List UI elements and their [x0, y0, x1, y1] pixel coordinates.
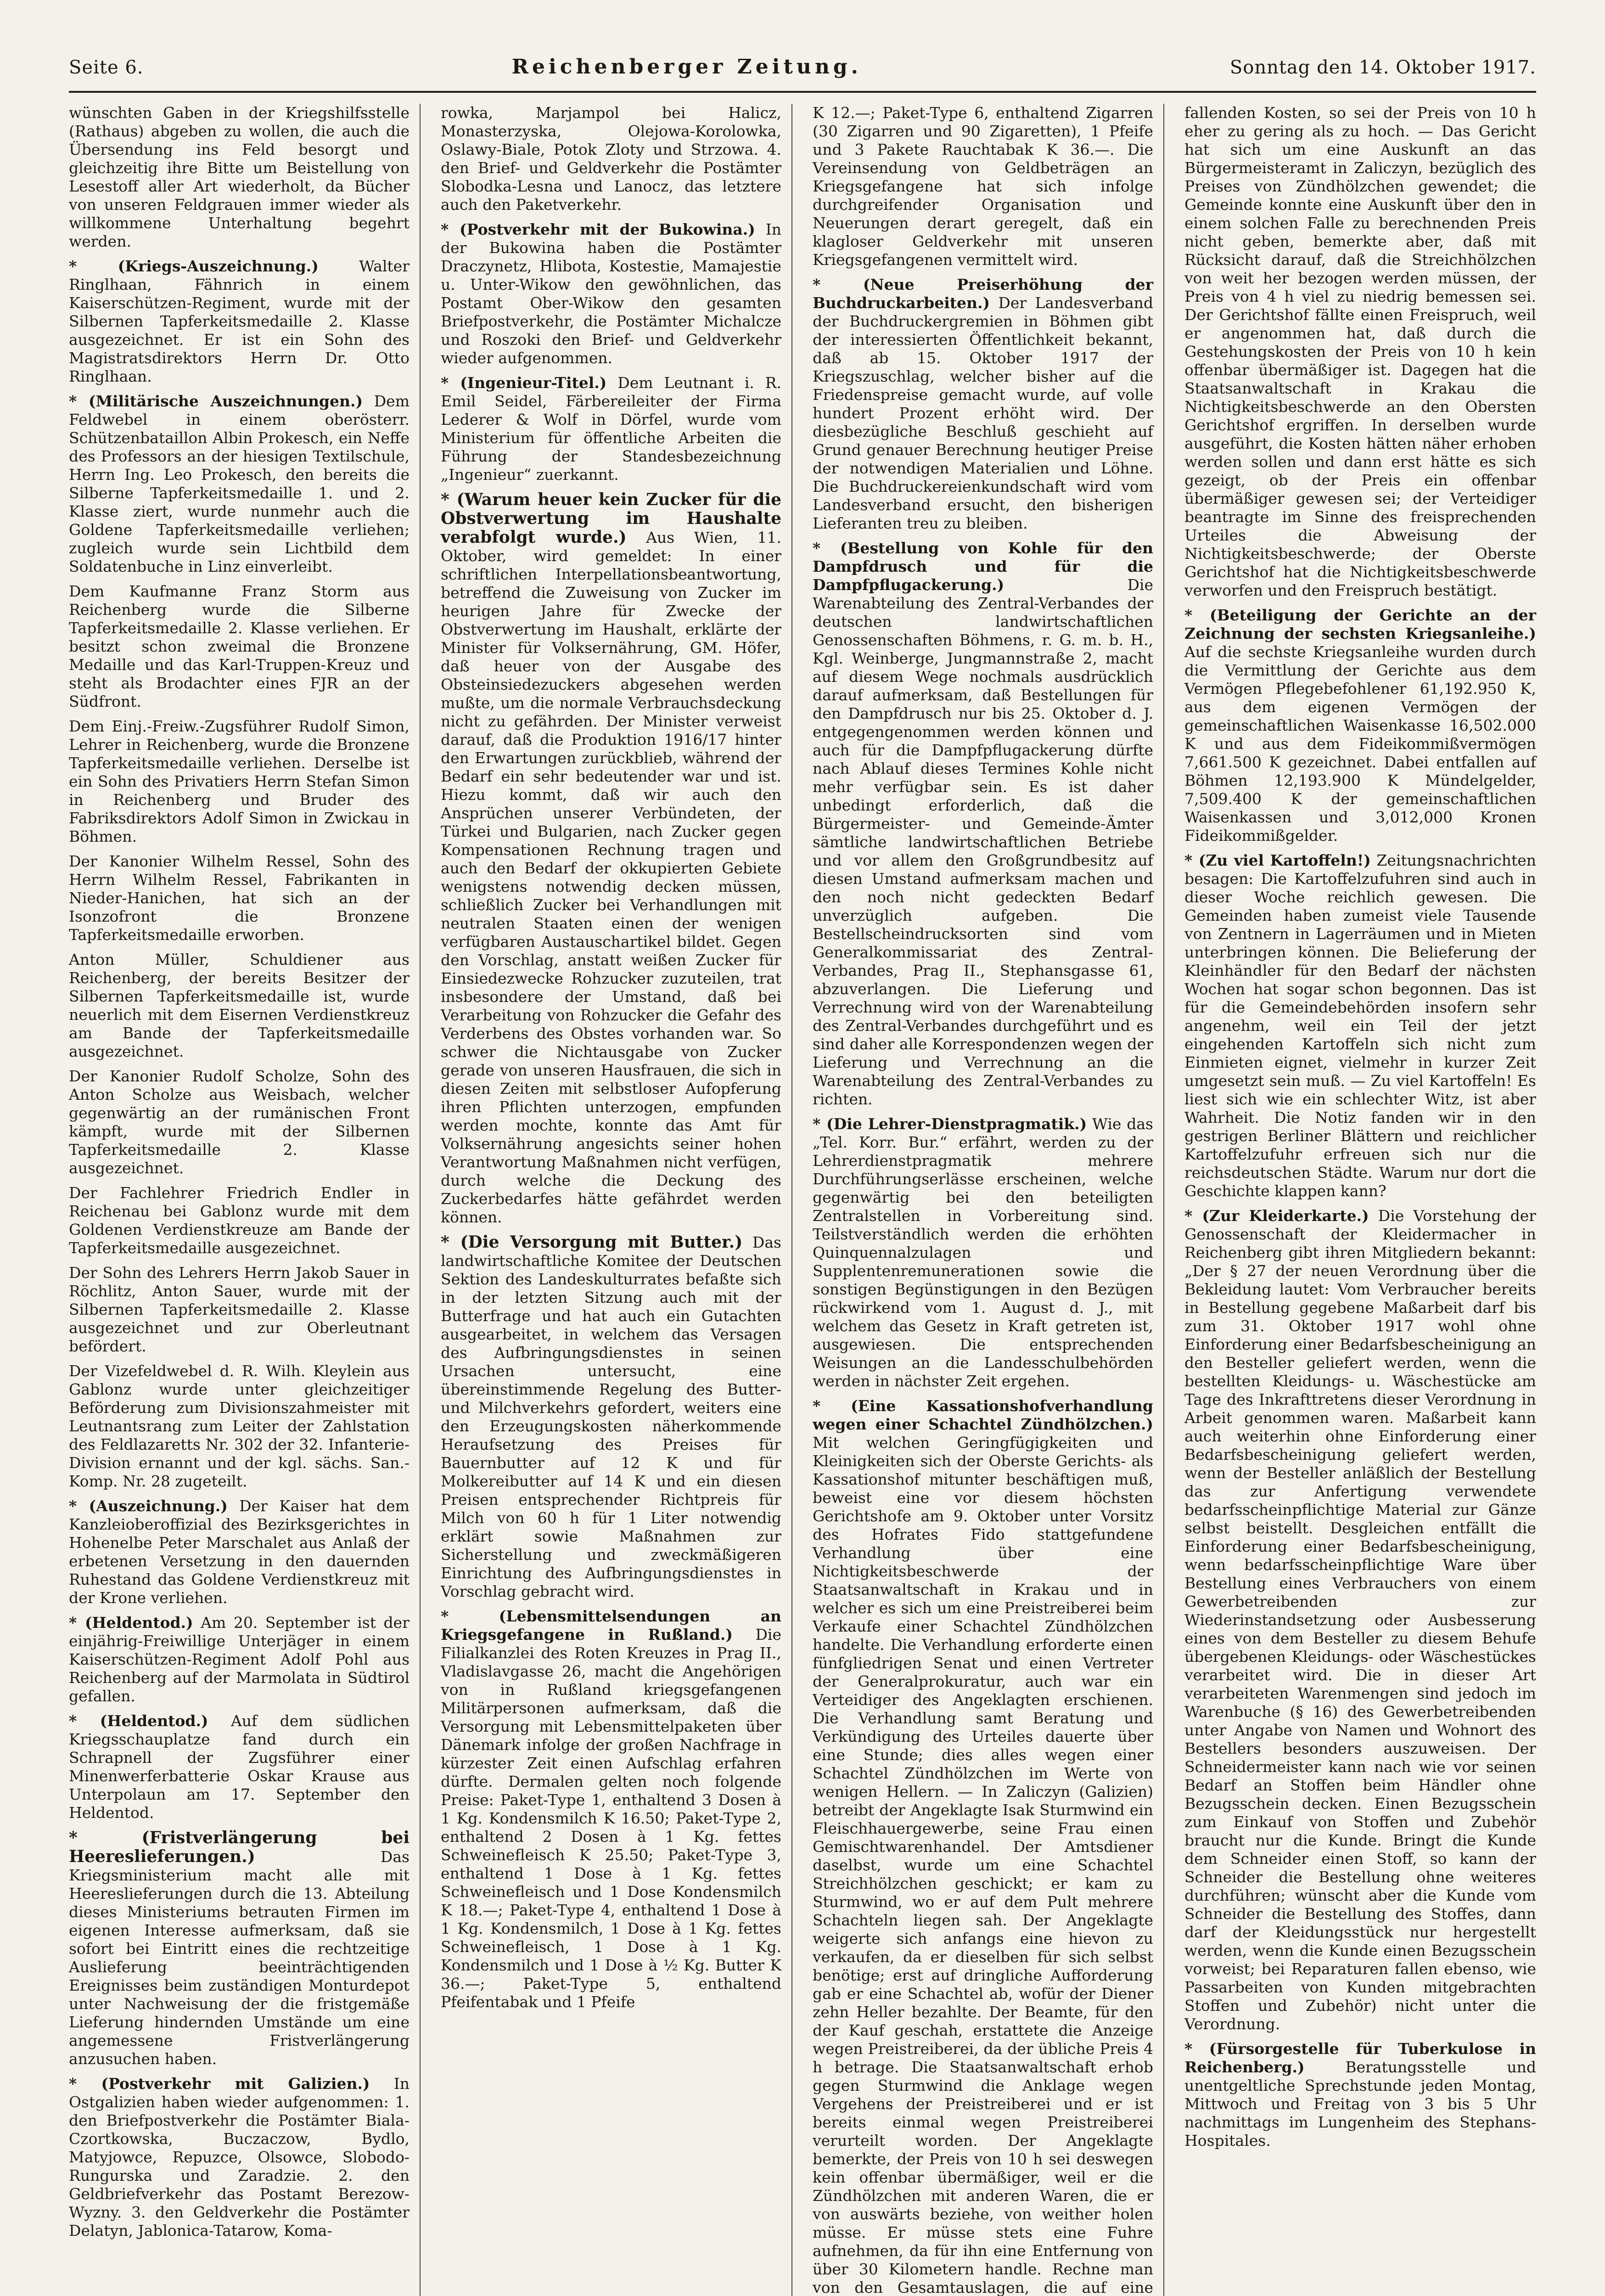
- article-headline: * (Fristverlängerung bei Heereslieferungen.): [69, 1828, 410, 1866]
- article-text: Anton Müller, Schuldiener aus Reichenberg, der bereits Besitzer der Silbernen Tapferkeitsmedaille ist, wurde neuerlich mit dem Eisernen Verdienstkreuz am Bande der Tapferkeitsmedaille ausgezeichnet.: [69, 951, 410, 1060]
- article: [813, 276, 1153, 533]
- article: [441, 490, 781, 1227]
- article-headline: * (Postverkehr mit der Bukowina.): [441, 220, 755, 238]
- article-headline: * (Zu viel Kartoffeln!): [1184, 851, 1371, 869]
- article: [69, 1362, 410, 1491]
- article: [69, 1184, 410, 1257]
- article: [69, 852, 410, 944]
- article-text: Die Warenabteilung des Zentral-Verbandes der deutschen landwirtschaftlichen Genossenschaften Böhmens, r. G. m. b. H., Kgl. Weinberge, Jungmannstraße 2, macht auf diesem Wege nochmals ausdrücklich darauf aufmerksam, daß Bestellungen für den Dampfdrusch nur bis 25. Oktober d. J. entgegengenommen werden können und auch für die Dampfpflugackerung dürfte nach Ablauf dieses Termines Kohle nicht mehr verfügbar sein. Es ist daher unbedingt erforderlich, daß die Bürgermeister- und Gemeinde-Ämter sämtliche landwirtschaftlichen Betriebe und vor allem den Großgrundbesitz auf diesen Umstand aufmerksam machen und den noch nicht gedeckten Bedarf unverzüglich aufgeben. Die Bestellscheindrucksorten sind vom Generalkommissariat des Zentral-Verbandes, Prag II., Stephansgasse 61, abzuverlangen. Die Lieferung und Verrechnung wird von der Warenabteilung des Zentral-Verbandes durchgeführt und es sind daher alle Korrespondenzen wegen der Lieferung und Verrechnung an die Warenabteilung des Zentral-Verbandes zu richten.: [813, 576, 1153, 1108]
- article-text: Der Fachlehrer Friedrich Endler in Reichenau bei Gablonz wurde mit dem Goldenen Verdienstkreuze am Bande der Tapferkeitsmedaille ausgezeichnet.: [69, 1184, 410, 1257]
- article-text: Dem Kaufmanne Franz Storm aus Reichenberg wurde die Silberne Tapferkeitsmedaille 2. Klasse verliehen. Er besitzt schon zweimal die Bronzene Medaille und das Karl-Truppen-Kreuz und steht als Brodachter eines FJR an der Südfront.: [69, 582, 410, 710]
- article: [813, 1397, 1153, 2296]
- article-text: Beratungsstelle und unentgeltliche Sprechstunde jeden Montag, Mittwoch und Freitag von 3 bis 5 Uhr nachmittags im Lungenheim des Stephans-Hospitales.: [1184, 2058, 1536, 2150]
- article-text: Dem Feldwebel in einem oberösterr. Schützenbataillon Albin Prokesch, ein Neffe des Professors an der hiesigen Textilschule, Herrn Ing. Leo Prokesch, den bereits die Silberne Tapferkeitsmedaille 1. und 2. Klasse ziert, wurde nunmehr auch die Goldene Tapferkeitsmedaille verliehen; zugleich wurde sein Lichtbild dem Soldatenbuche in Linz einverleibt.: [69, 392, 410, 575]
- article: [1184, 104, 1536, 600]
- article-text: Der Vizefeldwebel d. R. Wilh. Kleylein aus Gablonz wurde unter gleichzeitiger Beförderung zum Divisionszahmeister mit Leutnantsrang zum Leiter der Zahlstation des Feldlazaretts Nr. 302 der 32. Infanterie-Division ernannt und der kgl. sächs. San.-Komp. Nr. 28 zugeteilt.: [69, 1362, 410, 1490]
- article: [69, 951, 410, 1061]
- article-text: Auf dem südlichen Kriegsschauplatze fand durch ein Schrapnell der Zugsführer einer Minenwerferbatterie Oskar Krause aus Unterpolaun am 17. September den Heldentod.: [69, 1712, 410, 1822]
- article-text: Mit welchen Geringfügigkeiten und Kleinigkeiten sich der Oberste Gerichts- als Kassationshof mitunter beschäftigen muß, beweist eine vor diesem höchsten Gerichtshofe am 9. Oktober unter Vorsitz des Hofrates Fido stattgefundene Verhandlung über eine Nichtigkeitsbeschwerde der Staatsanwaltschaft in Krakau und in welcher es sich um eine Preistreiberei beim Verkaufe einer Schachtel Zündhölzchen handelte. Die Verhandlung erforderte einen fünfgliedrigen Senat und einen Vertreter der Generalprokuratur, auch war ein Verteidiger des Angeklagten erschienen. Die Verhandlung samt Beratung und Verkündigung des Urteiles dauerte über eine Stunde; dies alles wegen einer Schachtel Zündhölzchen im Werte von wenigen Hellern. — In Zaliczyn (Galizien) betreibt der Angeklagte Isak Sturmwind ein Fleischhauergewerbe, seine Frau einen Gemischtwarenhandel. Der Amtsdiener daselbst, wurde um eine Schachtel Streichhölzchen geschickt; er kam zu Sturmwind, wo er auf dem Pult mehrere Schachteln liegen sah. Der Angeklagte weigerte sich anfangs eine hievon zu verkaufen, da er dieselben für sich selbst benötige; erst auf dringliche Aufforderung gab er eine Schachtel ab, wofür der Diener zehn Heller bezahlte. Der Beamte, für den der Kauf geschah, erstattete die Anzeige wegen Preistreiberei, da der übliche Preis 4 h betrage. Die Staatsanwaltschaft erhob gegen Sturmwind die Anklage wegen Vergehens der Preistreiberei und er ist bereits einmal wegen Preistreiberei verurteilt worden. Der Angeklagte bemerkte, der Preis von 10 h sei deswegen kein offenbar übermäßiger, weil er die Zündhölzchen mit anderen Waren, die er von auswärts beziehe, von weither holen müsse. Er müsse stets eine Fuhre aufnehmen, da für ihn eine Entfernung von über 30 Kilometern handle. Rechne man von den Gesamtauslagen, die auf eine: [813, 1434, 1153, 2296]
- article-headline: * (Bestellung von Kohle für den Dampfdrusch und für die Dampfpflugackerung.): [813, 539, 1153, 594]
- column-3: [813, 104, 1164, 2296]
- article-headline: * (Heldentod.): [69, 1712, 208, 1730]
- header-rule: [69, 91, 1536, 93]
- article-text: rowka, Marjampol bei Halicz, Monasterzyska, Olejowa-Korolowka, Oslawy-Biale, Potok Zloty und Strzowa. 4. den Brief- und Geldverkehr die Postämter Slobodka-Lesna und Lanocz, das letztere auch den Paketverkehr.: [441, 104, 781, 214]
- article-text: K 12.—; Paket-Type 6, enthaltend Zigarren (30 Zigarren und 90 Zigaretten), 1 Pfeife und 3 Pakete Rauchtabak K 36.—. Die Vereinsendung von Geldbeträgen an Kriegsgefangene hat sich infolge durchgreifender Organisation und Neuerungen derart geregelt, daß ein klagloser Geldverkehr mit unseren Kriegsgefangenen vermittelt wird.: [813, 104, 1153, 269]
- article-text: Auf die sechste Kriegsanleihe wurden durch die Vermittlung der Gerichte aus dem Vermögen Pflegebefohlener 61,192.950 K, aus dem eigenen Vermögen der gemeinschaftlichen Waisenkasse 16,502.000 K und aus dem Fideikommißvermögen 7,661.500 K gezeichnet. Dabei entfallen auf Böhmen 12,193.900 K Mündelgelder, 7,509.400 K der gemeinschaftlichen Waisenkassen und 3,012,000 Kronen Fideikommißgelder.: [1184, 643, 1536, 844]
- article: [69, 1712, 410, 1822]
- article-headline: * (Eine Kassationshofverhandlung wegen einer Schachtel Zündhölzchen.): [813, 1397, 1153, 1433]
- article: [69, 2075, 410, 2240]
- article-text: Der Kaiser hat dem Kanzleioberoffizial des Bezirksgerichtes in Hohenelbe Peter Marschalet aus Anlaß der erbetenen Versetzung in den dauernden Ruhestand das Goldene Verdienstkreuz mit der Krone verliehen.: [69, 1497, 410, 1607]
- article: [69, 1264, 410, 1356]
- column-4: [1184, 104, 1536, 2296]
- article-text: Walter Ringlhaan, Fähnrich in einem Kaiserschützen-Regiment, wurde mit der Silbernen Tapferkeitsmedaille 2. Klasse ausgezeichnet. Er ist ein Sohn des Magistratsdirektors Herrn Dr. Otto Ringlhaan.: [69, 257, 410, 385]
- article-text: Das Kriegsministerium macht alle mit Heereslieferungen durch die 13. Abteilung dieses Ministeriums betrauten Firmen im eigenen Interesse aufmerksam, daß sie sofort bei Eintritt eines die rechtzeitige Auslieferung beeinträchtigenden Ereignisses beim zuständigen Monturdepot unter Nachweisung der die fristgemäße Lieferung hindernden Umstände um eine angemessene Fristverlängerung anzusuchen haben.: [69, 1848, 410, 2068]
- article: [1184, 1207, 1536, 2033]
- article: [69, 104, 410, 251]
- article-headline: * (Neue Preiserhöhung der Buchdruckarbeiten.): [813, 276, 1153, 312]
- article: [813, 539, 1153, 1109]
- article-text: Aus Wien, 11. Oktober, wird gemeldet: In einer schriftlichen Interpellationsbeantwortung, betreffend die Zuweisung von Zucker im heurigen Jahre für Zwecke der Obstverwertung im Haushalt, erklärte der Minister für Volksernährung, GM. Höfer, daß heuer von der Ausgabe des Obsteinsiedezuckers abgesehen werden mußte, um die normale Verbrauchsdeckung nicht zu gefährden. Der Minister verweist darauf, daß die Produktion 1916/17 hinter den Erwartungen zurückblieb, während der Bedarf ein sehr bedeutender war und ist. Hiezu kommt, daß wir auch den Ansprüchen unserer Verbündeten, der Türkei und Bulgarien, nach Zucker gegen Kompensationen Rechnung tragen und auch den Bedarf der okkupierten Gebiete wenigstens notwendig decken müssen, schließlich Zucker bei Verhandlungen mit neutralen Staaten einen der wenigen verfügbaren Austauschartikel bildet. Gegen den Vorschlag, anstatt weißen Zucker für Einsiedezwecke Rohzucker zuzuteilen, trat insbesondere der Umstand, daß bei Verarbeitung von Rohzucker die Gefahr des Verderbens des Obstes vorhanden war. So schwer die Nichtausgabe von Zucker gerade von unseren Hausfrauen, die sich in diesen Zeiten mit selbstloser Aufopferung ihren Pflichten unterzogen, empfunden werden mochte, konnte das Amt für Volksernährung angesichts seiner hohen Verantwortung Maßnahmen nicht verfügen, durch welche die Deckung des Zuckerbedarfes hätte gefährdet werden können.: [441, 529, 781, 1226]
- article: [441, 220, 781, 367]
- article: [813, 1115, 1153, 1390]
- article: [1184, 2040, 1536, 2150]
- article-text: In der Bukowina haben die Postämter Draczynetz, Hlibota, Kostestie, Mamajestie u. Unter-Wikow den gewöhnlichen, das Postamt Ober-Wikow den gesamten Briefpostverkehr, die Postämter Michalcze und Roszoki den Brief- und Geldverkehr wieder aufgenommen.: [441, 220, 781, 367]
- article-text: Zeitungsnachrichten besagen: Die Kartoffelzufuhren sind auch in dieser Woche reichlich gewesen. Die Gemeinden haben zumeist viele Tausende von Zentnern in Lagerräumen und in Mieten unterbringen können. Die Belieferung der Kleinhändler für den Bedarf der nächsten Wochen hat sogar schon begonnen. Das ist für die Gemeindebehörden insofern sehr angenehm, weil ein Teil der jetzt eingehenden Kartoffeln sich nicht zum Einmieten eignet, vielmehr in kurzer Zeit umgesetzt sein muß. — Zu viel Kartoffeln! Es liest sich wie ein schlechter Witz, ist aber Wahrheit. Die Notiz fanden wir in den gestrigen Berliner Blättern und reichlicher Kartoffelzufuhr erfreuen sich nur die reichsdeutschen Städte. Warum nur dort die Geschichte klappen kann?: [1184, 851, 1537, 1200]
- article: [69, 392, 410, 576]
- article: [441, 1233, 781, 1601]
- column-1: [69, 104, 421, 2296]
- article-headline: * (Lebensmittelsendungen an Kriegsgefangene in Rußland.): [441, 1607, 781, 1643]
- article: [69, 1067, 410, 1177]
- article-headline: * (Fürsorgestelle für Tuberkulose in Reichenberg.): [1184, 2040, 1536, 2076]
- article-headline: * (Heldentod.): [69, 1614, 193, 1632]
- page-header: [69, 55, 1536, 83]
- article: [69, 1497, 410, 1607]
- article: [69, 1614, 410, 1705]
- article-headline: * (Beteiligung der Gerichte an der Zeichnung der sechsten Kriegsanleihe.): [1184, 606, 1536, 642]
- article-headline: * (Die Versorgung mit Butter.): [441, 1232, 743, 1252]
- article-headline: * (Zur Kleiderkarte.): [1184, 1207, 1369, 1225]
- article: [69, 1829, 410, 2068]
- page-number: Seite 6.: [69, 57, 144, 78]
- issue-date: Sonntag den 14. Oktober 1917.: [1229, 57, 1536, 78]
- article-headline: * (Postverkehr mit Galizien.): [69, 2075, 370, 2093]
- newspaper-title: Reichenberger Zeitung.: [511, 55, 862, 79]
- article: [441, 104, 781, 214]
- article-text: Der Kanonier Wilhelm Ressel, Sohn des Herrn Wilhelm Ressel, Fabrikanten in Nieder-Hanichen, hat sich an der Isonzofront die Bronzene Tapferkeitsmedaille erworben.: [69, 852, 410, 944]
- column-2: [441, 104, 792, 2296]
- article-headline: * (Auszeichnung.): [69, 1497, 228, 1515]
- article: [813, 104, 1153, 269]
- article-text: fallenden Kosten, so sei der Preis von 10 h eher zu gering als zu hoch. — Das Gericht hat sich um eine Auskunft an das Bürgermeisteramt in Zaliczyn, bezüglich des Preises von Zündhölzchen gewendet; die Gemeinde konnte eine Auskunft über den in einem solchen Falle zu berechnenden Preis nicht geben, bemerkte aber, daß mit Rücksicht darauf, daß die Streichhölzchen von weit her bezogen werden müssen, der Preis von 4 h viel zu niedrig bemessen sei. Der Gerichtshof fällte einen Freispruch, weil er angenommen hat, daß durch die Gestehungskosten der Preis von 10 h kein offenbar übermäßiger ist. Dagegen hat die Staatsanwaltschaft in Krakau die Nichtigkeitsbeschwerde an den Obersten Gerichtshof ergriffen. In derselben wurde ausgeführt, die Kosten hätten näher erhoben werden sollen und dann erst hätte es sich gezeigt, ob der Preis ein offenbar übermäßiger gewesen sei; der Verteidiger beantragte im Sinne des freisprechenden Urteiles die Abweisung der Nichtigkeitsbeschwerde; der Oberste Gerichtshof hat die Nichtigkeitsbeschwerde verworfen und den Freispruch bestätigt.: [1184, 104, 1536, 599]
- article-text: In Ostgalizien haben wieder aufgenommen: 1. den Briefpostverkehr die Postämter Biala-Czortkowska, Buczaczow, Bydlo, Matyjowce, Repuzce, Olsowce, Slobodo-Rungurska und Zaradzie. 2. den Geldbriefverkehr das Postamt Berezow-Wyzny. 3. den Geldverkehr die Postämter Delatyn, Jablonica-Tatarow, Koma-: [69, 2075, 410, 2240]
- article-headline: * (Ingenieur-Titel.): [441, 374, 607, 392]
- article-headline: * (Warum heuer kein Zucker für die Obstverwertung im Haushalte verabfolgt wurde.): [441, 490, 781, 547]
- article: [69, 257, 410, 386]
- article-text: Das landwirtschaftliche Komitee der Deutschen Sektion des Landeskulturrates befaßte sich in der letzten Sitzung auch mit der Butterfrage und hat auch ein Gutachten ausgearbeitet, in welchem das Versagen des Aufbringungsdienstes in seinen Ursachen untersucht, eine übereinstimmende Regelung des Butter- und Milchverkehrs gefordert, weiters eine den Erzeugungskosten näherkommende Heraufsetzung des Preises für Bauernbutter auf 12 K und für Molkereibutter auf 14 K und ein diesen Preisen entsprechender Richtpreis für Milch von 60 h für 1 Liter notwendig erklärt sowie Maßnahmen zur Sicherstellung und zweckmäßigeren Einrichtung des Aufbringungsdienstes in Vorschlag gebracht wird.: [441, 1233, 781, 1600]
- article-text: Am 20. September ist der einjährig-Freiwillige Unterjäger in einem Kaiserschützen-Regiment Adolf Pohl aus Reichenberg auf der Marmolata in Südtirol gefallen.: [69, 1614, 410, 1705]
- article: [69, 582, 410, 711]
- article-headline: * (Die Lehrer-Dienstpragmatik.): [813, 1115, 1087, 1133]
- article-text: wünschten Gaben in der Kriegshilfsstelle (Rathaus) abgeben zu wollen, die auch die Übersendung ins Feld besorgt und gleichzeitig ihre Bitte um Beistellung von Lesestoff aller Art wiederholt, da Bücher von unseren Feldgrauen immer wieder als willkommene Unterhaltung begehrt werden.: [69, 104, 410, 250]
- article-text: Der Sohn des Lehrers Herrn Jakob Sauer in Röchlitz, Anton Sauer, wurde mit der Silbernen Tapferkeitsmedaille 2. Klasse ausgezeichnet und zur Oberleutnant befördert.: [69, 1264, 410, 1355]
- article-text: Wie das „Tel. Korr. Bur.“ erfährt, werden zu der Lehrerdienstpragmatik mehrere Durchführungserlässe erscheinen, welche gegenwärtig bei den beteiligten Zentralstellen in Vorbereitung sind. Teilstverständlich werden die erhöhten Quinquennalzulagen und Supplentenremunerationen sowie die sonstigen Begünstigungen in den Bezügen rückwirkend vom 1. August d. J., mit welchem das Gesetz in Kraft getreten ist, ausgewiesen. Die entsprechenden Weisungen an die Landesschulbehörden werden in nächster Zeit ergehen.: [813, 1115, 1153, 1390]
- article: [1184, 851, 1536, 1200]
- article-headline: * (Militärische Auszeichnungen.): [69, 392, 363, 410]
- article-headline: * (Kriegs-Auszeichnung.): [69, 257, 319, 275]
- article: [441, 1607, 781, 2011]
- article: [1184, 606, 1536, 845]
- article-columns: [69, 104, 1537, 2296]
- article-text: Dem Einj.-Freiw.-Zugsführer Rudolf Simon, Lehrer in Reichenberg, wurde die Bronzene Tapferkeitsmedaille verliehen. Derselbe ist ein Sohn des Privatiers Herrn Stefan Simon in Reichenberg und Bruder des Fabriksdirektors Adolf Simon in Zwickau in Böhmen.: [69, 717, 410, 845]
- article-text: Die Filialkanzlei des Roten Kreuzes in Prag II., Vladislavgasse 26, macht die Angehörigen von in Rußland kriegsgefangenen Militärpersonen aufmerksam, daß die Versorgung mit Lebensmittelpaketen über Dänemark infolge der großen Nachfrage in kürzester Zeit einen Aufschlag erfahren dürfte. Dermalen gelten noch folgende Preise: Paket-Type 1, enthaltend 3 Dosen à 1 Kg. Kondensmilch K 16.50; Paket-Type 2, enthaltend 2 Dosen à 1 Kg. fettes Schweinefleisch K 25.50; Paket-Type 3, enthaltend 1 Dose à 1 Kg. fettes Schweinefleisch und 1 Dose Kondensmilch K 18.—; Paket-Type 4, enthaltend 1 Dose à 1 Kg. Kondensmilch, 1 Dose à 1 Kg. fettes Schweinefleisch, 1 Dose à 1 Kg. Kondensmilch und 1 Dose à ½ Kg. Butter K 36.—; Paket-Type 5, enthaltend Pfeifentabak und 1 Pfeife: [441, 1626, 781, 2011]
- article: [69, 717, 410, 846]
- article-text: Dem Leutnant i. R. Emil Seidel, Färbereileiter der Firma Lederer & Wolf in Dörfel, wurde vom Ministerium für öffentliche Arbeiten die Führung der Standesbezeichnung „Ingenieur“ zuerkannt.: [441, 374, 781, 484]
- article-text: Die Vorstehung der Genossenschaft der Kleidermacher in Reichenberg gibt ihren Mitgliedern bekannt: „Der § 27 der neuen Verordnung über die Bekleidung lautet: Vom Verbraucher bereits in Bestellung gegebene Maßarbeit darf bis zum 31. Oktober 1917 wohl ohne Einforderung einer Bedarfsbescheinigung an den Besteller geliefert werden, wenn die bestellten Kleidungs- u. Wäschestücke am Tage des Inkrafttretens dieser Verordnung in Arbeit genommen waren. Maßarbeit kann auch weiterhin ohne Einforderung einer Bedarfsbescheinigung geliefert werden, wenn der Besteller anläßlich der Bestellung das zur Anfertigung verwendete bedarfsscheinpflichtige Material zur Gänze selbst beistellt. Desgleichen entfällt die Einforderung einer Bedarfsbescheinigung, wenn bedarfsscheinpflichtige Ware über Bestellung eines Verbrauchers von einem Gewerbetreibenden zur Wiederinstandsetzung oder Ausbesserung eines von dem Besteller zu diesem Behufe übergebenen Kleidungs- oder Wäschestückes verarbeitet wird. Die in dieser Art verarbeiteten Warenmengen sind jedoch im Warenbuche (§ 16) des Gewerbetreibenden unter Angabe von Namen und Wohnort des Bestellers besonders auszuweisen. Der Schneidermeister kann nach wie vor seinen Bedarf an Stoffen beim Händler ohne Bezugsschein decken. Einen Bezugsschein zum Einkauf von Stoffen und Zubehör braucht nur die Kunde. Bringt die Kunde dem Schneider einen Stoff, so kann der Schneider die Bestellung ohne weiteres durchführen; wünscht aber die Kunde vom Schneider die Bestellung des Stoffes, dann darf der Kleidungsstück nur hergestellt werden, wenn die Kunde einen Bezugsschein vorweist; bei Reparaturen fallen ebenso, wie Passarbeiten von Kunden mitgebrachten Stoffen und Zubehör) nicht unter die Verordnung.: [1184, 1207, 1536, 2033]
- article-text: Der Kanonier Rudolf Scholze, Sohn des Anton Scholze aus Weisbach, welcher gegenwärtig an der rumänischen Front kämpft, wurde mit der Silbernen Tapferkeitsmedaille 2. Klasse ausgezeichnet.: [69, 1067, 410, 1177]
- article: [441, 374, 781, 484]
- article-text: Der Landesverband der Buchdruckergremien in Böhmen gibt der interessierten Öffentlichkeit bekannt, daß ab 15. Oktober 1917 der Kriegszuschlag, welcher bisher auf die Friedenspreise gemacht wurde, auf volle hundert Prozent erhöht wird. Der diesbezügliche Beschluß geschieht auf Grund genauer Berechnung heutiger Preise der notwendigen Materialien und Löhne. Die Buchdruckereienkundschaft wird vom Landesverband ersucht, den bisherigen Lieferanten treu zu bleiben.: [813, 294, 1153, 532]
